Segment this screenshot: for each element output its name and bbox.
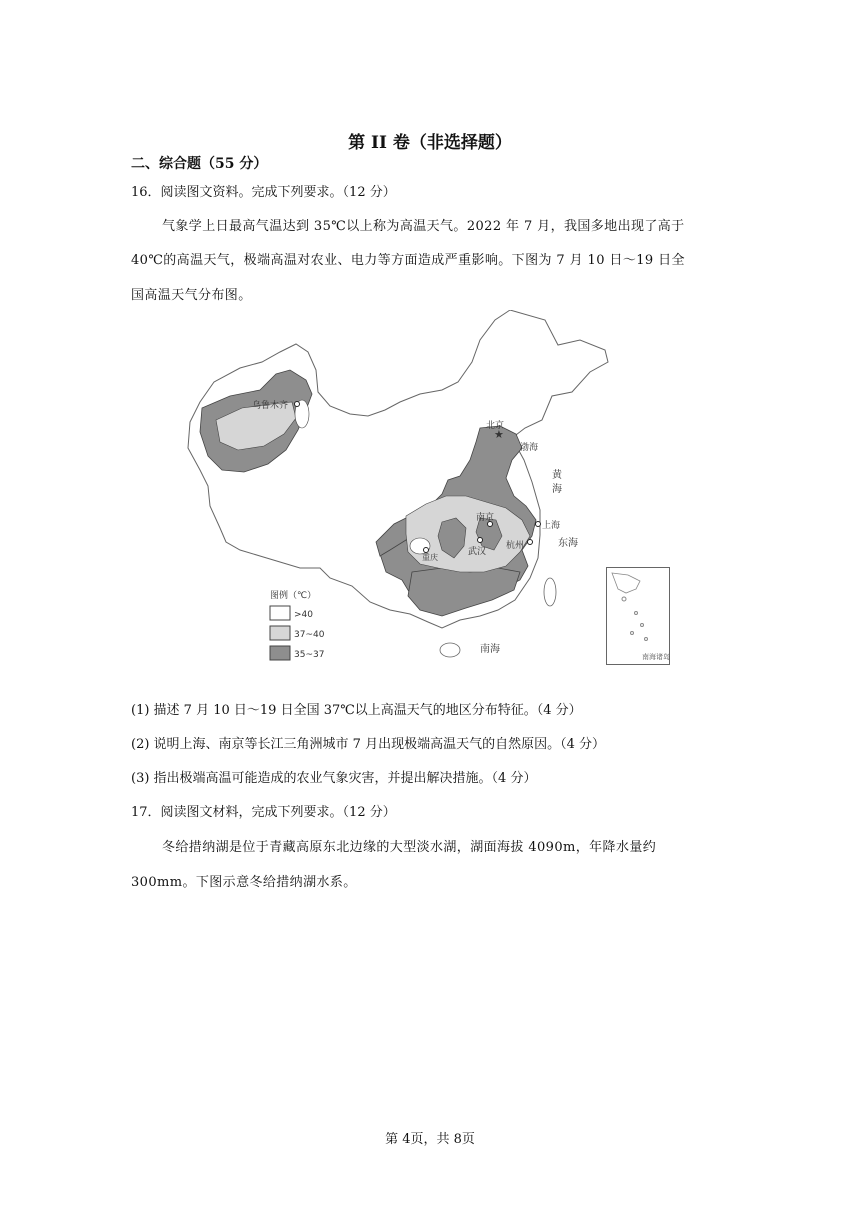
page-title: 第 II 卷（非选择题） [348,133,512,153]
legend-swatch-37-40 [270,626,290,640]
city-label-hangzhou: 杭州 [506,541,525,551]
city-label-chongqing: 重庆 [422,553,438,562]
city-label-beijing: 北京 [486,421,505,431]
q16-text-line-2: 40℃的高温天气，极端高温对农业、电力等方面造成严重影响。下图为 7 月 10 日～19 日全 [131,253,685,268]
beijing-star-icon: ★ [494,428,504,441]
legend-swatch-over-40 [270,606,290,620]
heat-zone-south-china [408,568,520,616]
china-heat-map [180,310,620,670]
q17-text-line-1: 冬给措纳湖是位于青藏高原东北边缘的大型淡水湖，湖面海拔 4090m，年降水量约 [162,840,657,855]
sea-label-huanghai-1: 黄 [552,470,562,481]
legend-label-37-40: 37~40 [294,630,325,640]
question-17-heading: 17．阅读图文材料，完成下列要求。（12 分） [131,805,396,820]
taiwan-island [544,578,556,606]
city-label-nanjing: 南京 [476,513,495,523]
chongqing-marker [424,548,429,553]
q16-sub-question-2: (2) 说明上海、南京等长江三角洲城市 7 月出现极端高温天气的自然原因。（4 分） [131,737,605,752]
section-heading: 二、综合题（55 分） [131,156,268,172]
sea-label-donghai: 东海 [558,538,578,549]
legend-title: 图例（℃） [270,591,317,601]
city-label-urumqi: 乌鲁木齐 [252,401,289,411]
legend-label-35-37: 35~37 [294,650,325,660]
question-16-heading: 16．阅读图文资料。完成下列要求。（12 分） [131,185,396,200]
q16-sub-question-3: (3) 指出极端高温可能造成的农业气象灾害，并提出解决措施。（4 分） [131,771,537,786]
wuhan-marker [478,538,483,543]
legend-label-over-40: >40 [294,610,313,620]
south-china-sea-inset-map [606,567,670,665]
shanghai-marker [536,522,541,527]
urumqi-marker [295,402,300,407]
inset-label: 南海诸岛 [642,653,670,661]
sea-label-huanghai-2: 海 [552,484,562,495]
city-label-shanghai: 上海 [542,521,561,531]
hainan-island [440,643,460,657]
legend-swatch-35-37 [270,646,290,660]
q17-text-line-2: 300mm。下图示意冬给措纳湖水系。 [131,875,357,890]
q16-text-line-3: 国高温天气分布图。 [131,288,252,303]
city-label-wuhan: 武汉 [468,547,487,557]
sea-label-bohai: 渤海 [520,443,539,453]
page-footer: 第 4页，共 8页 [385,1132,475,1147]
q16-text-line-1: 气象学上日最高气温达到 35℃以上称为高温天气。2022 年 7 月，我国多地出现了高于 [162,219,685,234]
sea-label-nanhai: 南海 [480,644,500,655]
q16-sub-question-1: (1) 描述 7 月 10 日～19 日全国 37℃以上高温天气的地区分布特征。（4 分） [131,703,582,718]
hangzhou-marker [528,540,533,545]
